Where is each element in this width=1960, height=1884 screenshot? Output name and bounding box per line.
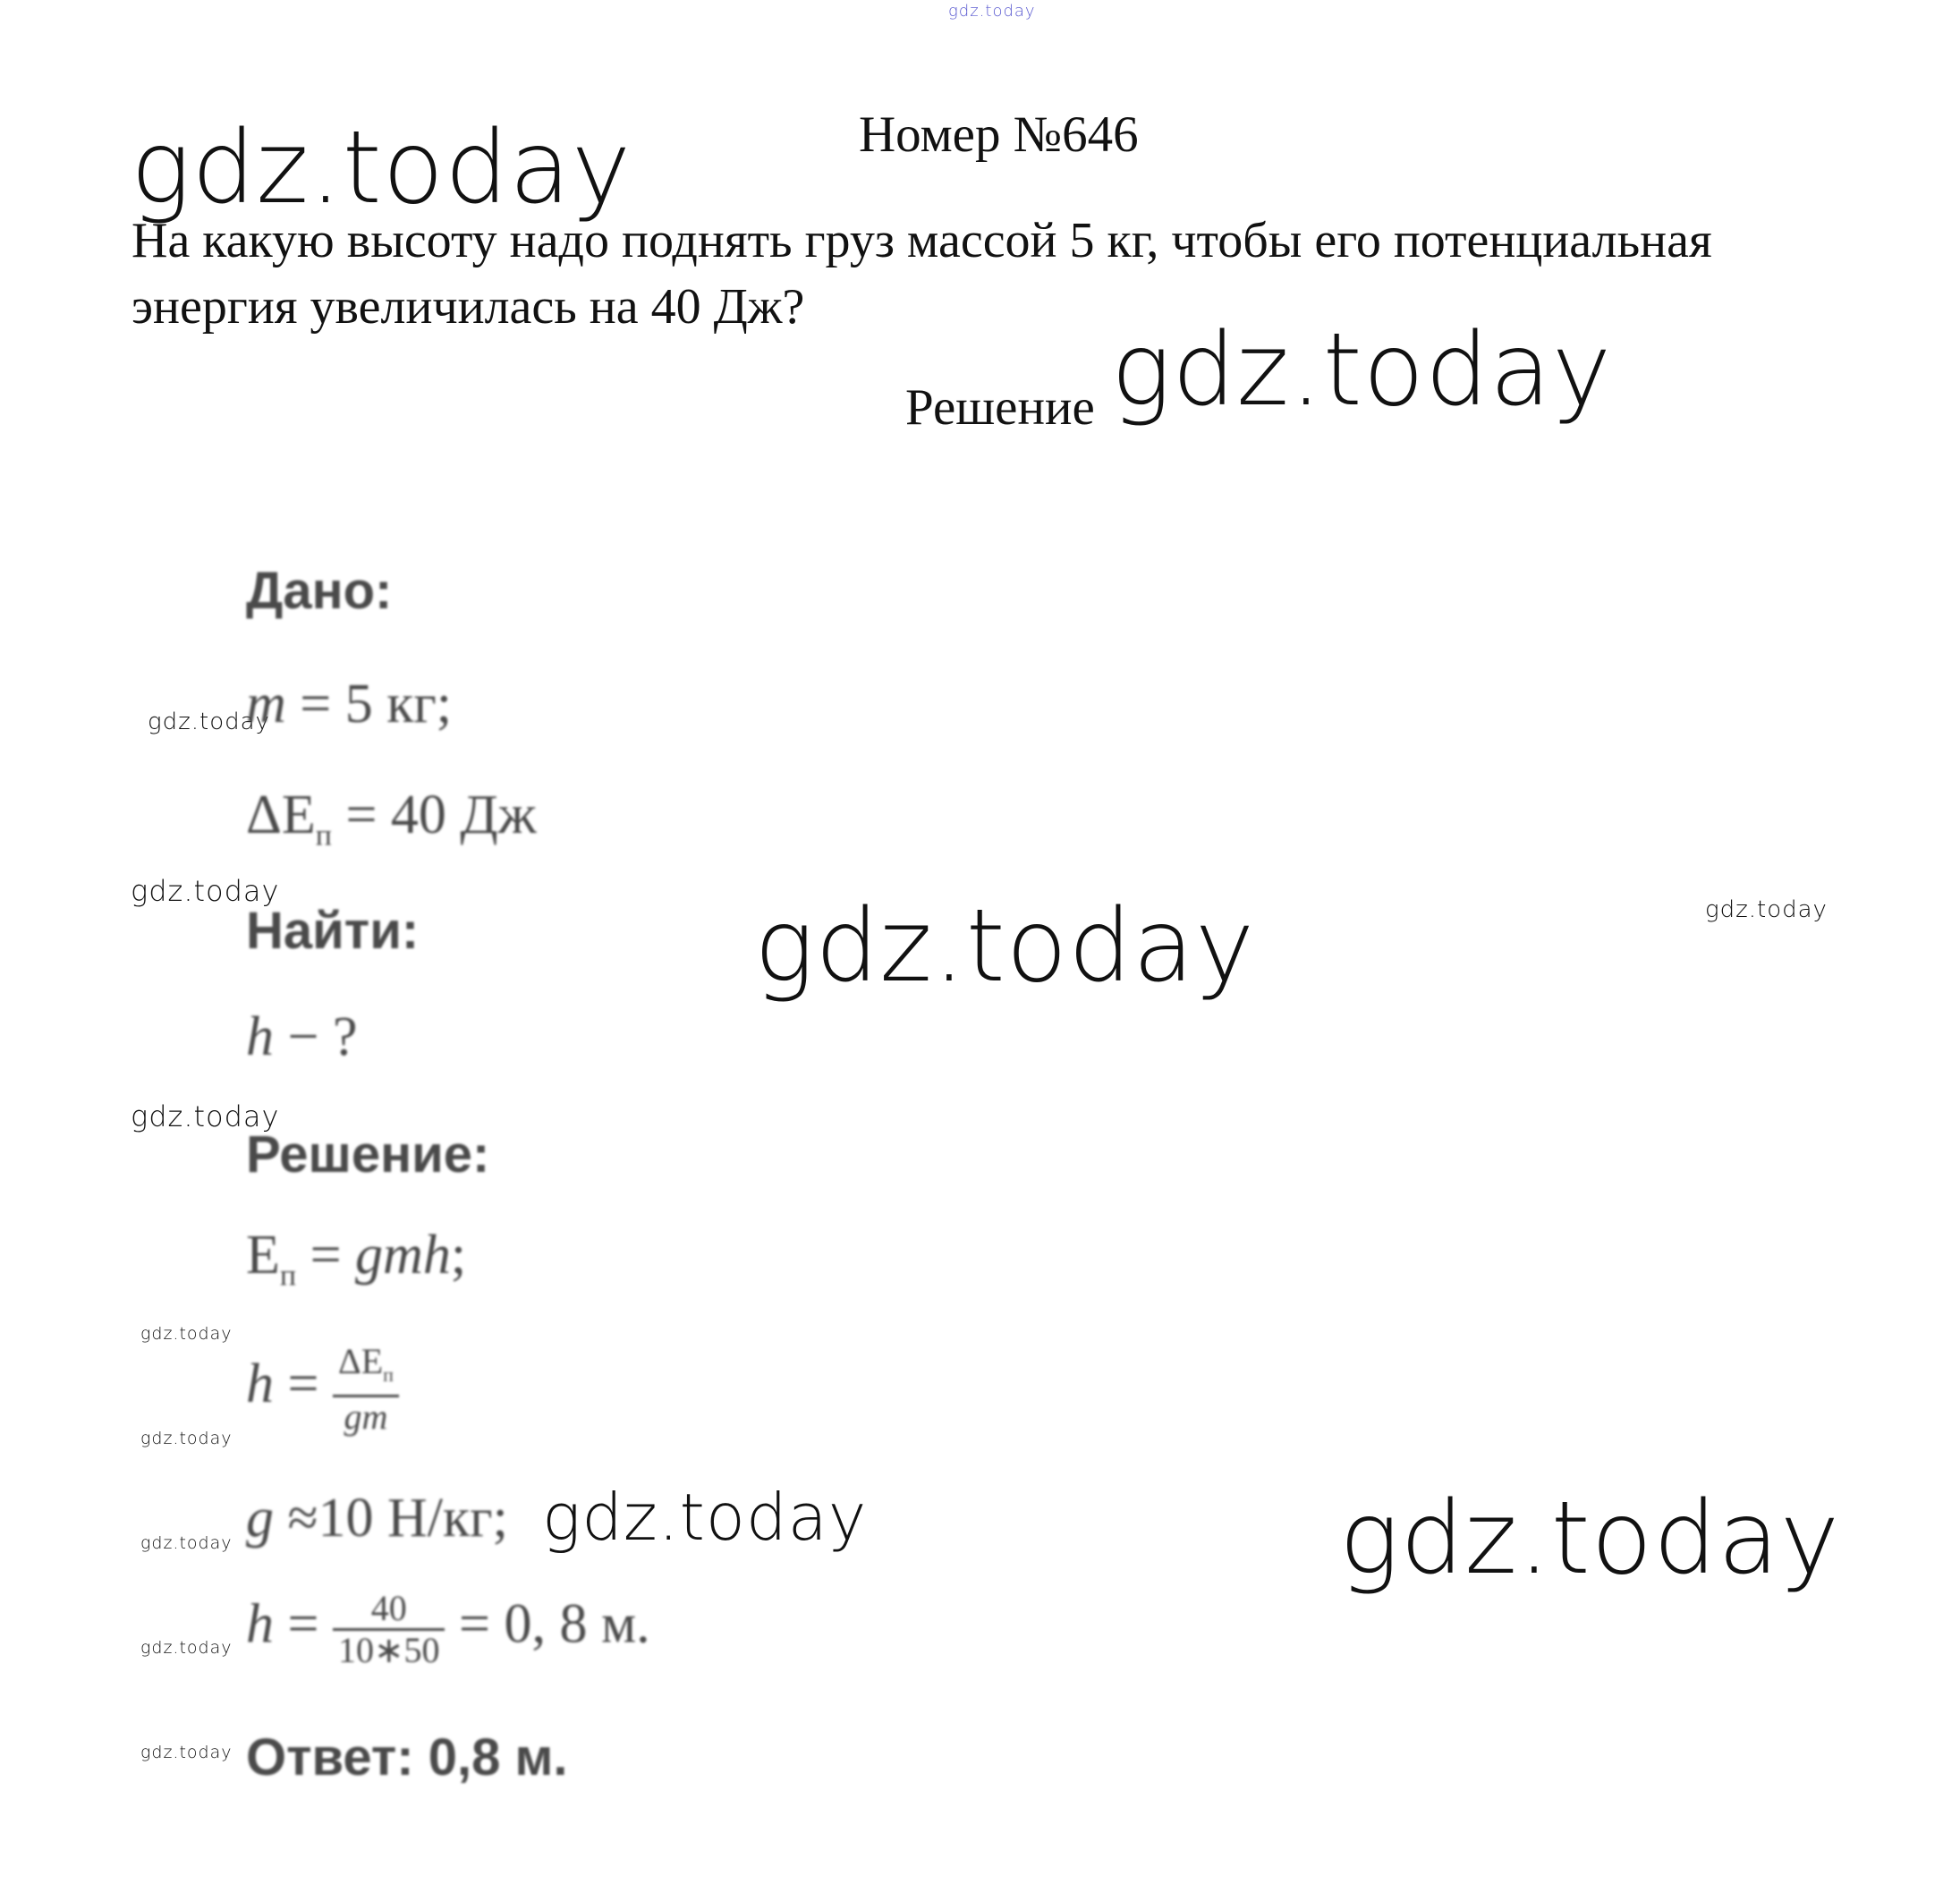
mass-var: m: [246, 674, 286, 734]
formula-sub: п: [279, 1259, 297, 1293]
energy-sub: п: [315, 819, 332, 853]
energy-delta: ΔE: [246, 785, 316, 845]
h-formula: [246, 1342, 399, 1437]
given-mass: [246, 676, 452, 732]
calc-var: h: [246, 1593, 274, 1655]
h-fraction-numerator: $\Delta E_п$: [333, 1342, 399, 1397]
watermark-large: gdz.today: [754, 888, 1256, 1005]
energy-value: = 40 Дж: [331, 785, 537, 845]
watermark-small: gdz.today: [131, 1099, 280, 1133]
answer: Ответ: 0,8 м.: [246, 1728, 568, 1786]
watermark-medium: gdz.today: [542, 1480, 868, 1555]
calc-line: [246, 1589, 650, 1670]
calc-fraction-numerator: 40: [333, 1589, 445, 1631]
watermark-small: gdz.today: [148, 709, 270, 735]
watermark-small: gdz.today: [1705, 896, 1828, 923]
question-text: На какую высоту надо поднять груз массой 5 кг, чтобы его потенциальная энергия увеличилась на 40 Дж?: [132, 213, 1712, 335]
formula-eq: =: [296, 1225, 356, 1286]
calc-fraction: [333, 1589, 445, 1670]
watermark-tiny: gdz.today: [140, 1429, 233, 1448]
g-value: [246, 1488, 508, 1549]
watermark-small: gdz.today: [131, 874, 280, 908]
solution-label: Решение:: [246, 1125, 490, 1184]
watermark-large: gdz.today: [1339, 1481, 1841, 1597]
mass-value: = 5 кг;: [285, 674, 453, 734]
find-var: h: [246, 1006, 274, 1067]
watermark-tiny: gdz.today: [140, 1638, 233, 1658]
watermark-large: gdz.today: [131, 110, 632, 226]
g-rest: ≈10 Н/кг;: [274, 1488, 508, 1549]
h-fraction-denominator: gm: [344, 1396, 388, 1437]
given-label: Дано:: [246, 562, 393, 620]
h-var: h: [246, 1354, 274, 1415]
formula-end: ;: [450, 1225, 467, 1286]
watermark-tiny: gdz.today: [140, 1743, 233, 1762]
find-label: Найти:: [246, 902, 420, 960]
g-var: g: [246, 1488, 274, 1549]
calc-eq: =: [274, 1593, 333, 1655]
find-value: [246, 1006, 358, 1067]
solution-heading: Решение: [905, 379, 1095, 436]
page-title: Номер №646: [859, 106, 1139, 163]
watermark-large: gdz.today: [1111, 312, 1613, 429]
calc-fraction-denominator: 10∗50: [337, 1630, 440, 1670]
given-energy: [246, 787, 537, 851]
energy-formula: [246, 1227, 466, 1291]
watermark-tiny: gdz.today: [140, 1533, 233, 1553]
calc-result: = 0, 8 м.: [445, 1593, 650, 1655]
formula-E: E: [246, 1225, 280, 1286]
find-rest: − ?: [274, 1006, 358, 1067]
formula-rhs: gmh: [355, 1225, 451, 1286]
watermark-tiny: gdz.today: [140, 1324, 233, 1344]
h-fraction: [333, 1342, 399, 1437]
h-eq: =: [274, 1354, 333, 1415]
watermark-top: gdz.today: [948, 2, 1036, 21]
